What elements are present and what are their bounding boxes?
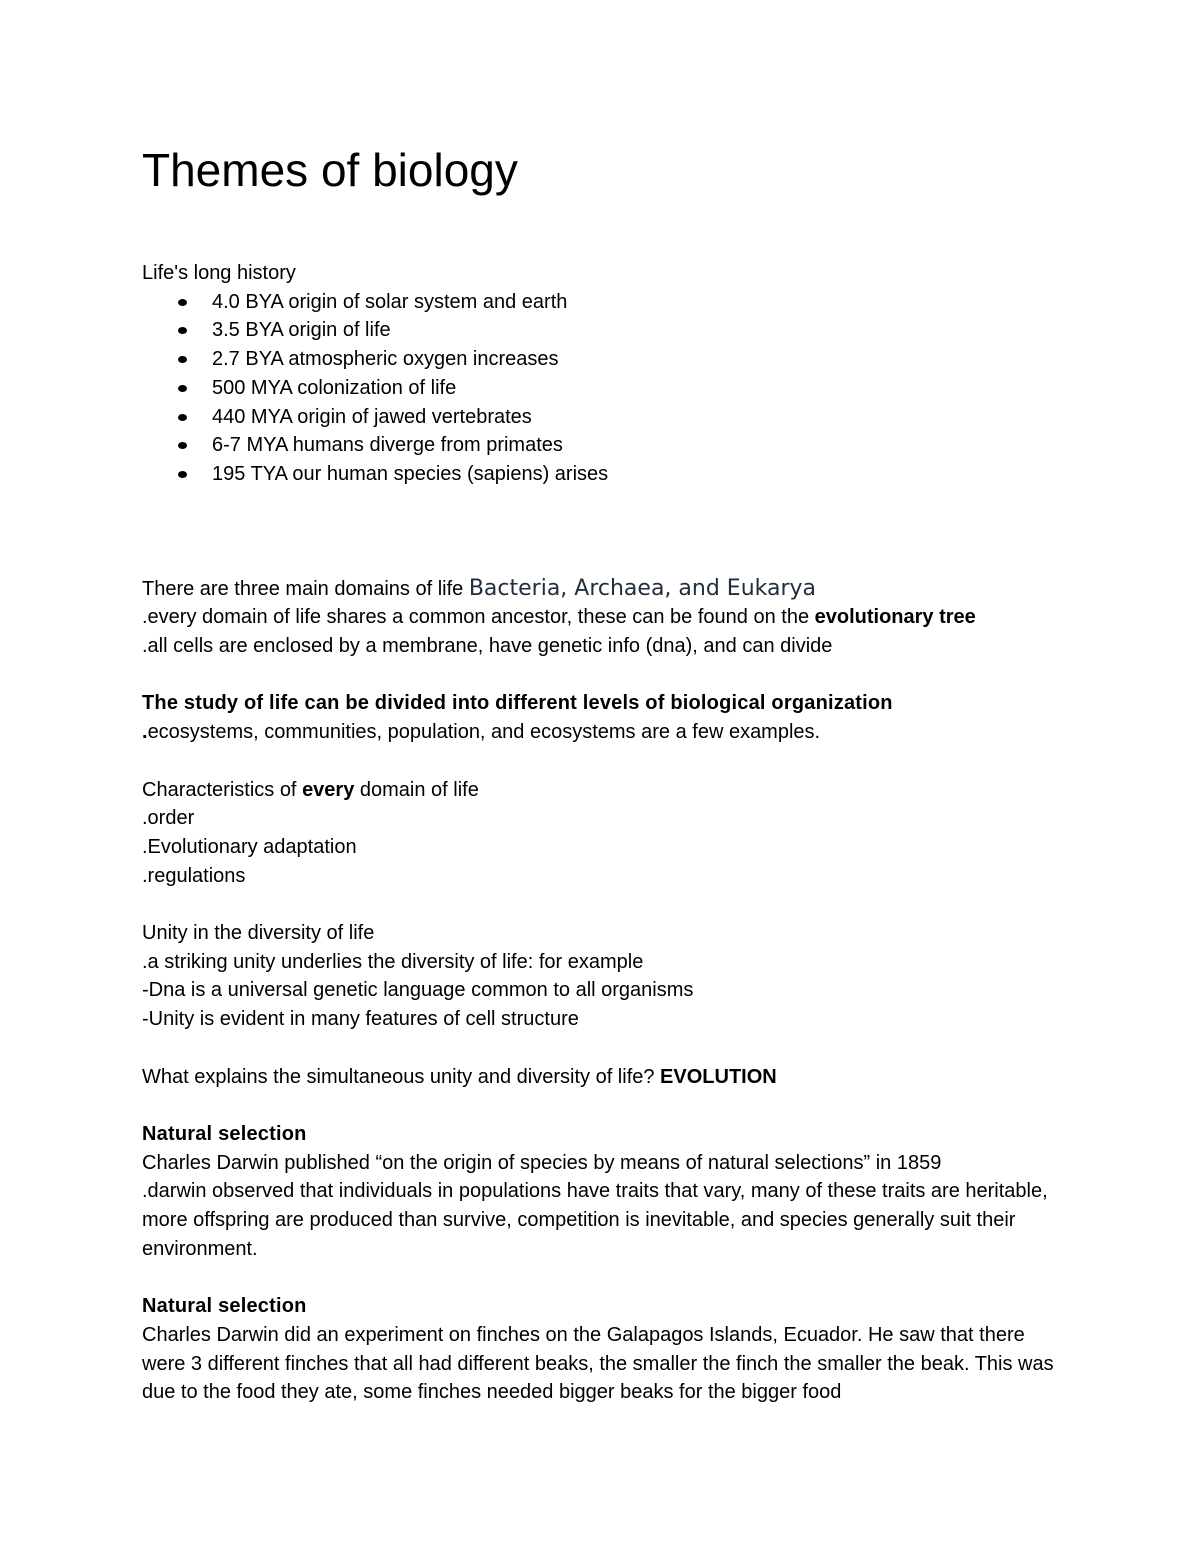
characteristic-item: .regulations xyxy=(142,864,246,887)
page-title: Themes of biology xyxy=(142,144,518,196)
darwin-observed-paragraph: .darwin observed that individuals in populations have traits that vary, many of these traits are heritable, more offspring are produced than survive, competition is inevitable, and species generally suit their environment. xyxy=(142,1180,1048,1260)
list-item: 4.0 BYA origin of solar system and earth xyxy=(142,288,1062,317)
history-list xyxy=(142,288,1062,489)
history-heading: Life's long history xyxy=(142,262,296,284)
organization-text: .ecosystems, communities, population, and ecosystems are a few examples. xyxy=(142,721,821,744)
finches-paragraph: Charles Darwin did an experiment on finches on the Galapagos Islands, Ecuador. He saw that there were 3 different finches that all had different beaks, the smaller the finch the smaller the beak. This was due to the food they ate, some finches needed bigger beaks for the bigger food xyxy=(142,1323,1054,1404)
domains-intro: There are three main domains of life Bacteria, Archaea, and Eukarya xyxy=(142,575,817,601)
list-item: 2.7 BYA atmospheric oxygen increases xyxy=(142,345,1062,374)
bullet-icon xyxy=(178,442,187,449)
natural-selection-heading: Natural selection xyxy=(142,1122,307,1145)
domains-names: Bacteria, Archaea, and Eukarya xyxy=(468,575,817,601)
list-item: 6-7 MYA humans diverge from primates xyxy=(142,431,1062,460)
bullet-icon xyxy=(178,414,187,421)
evolutionary-tree-term: evolutionary tree xyxy=(814,606,976,629)
bullet-icon xyxy=(178,299,187,306)
characteristics-heading: Characteristics of every domain of life xyxy=(142,778,479,801)
list-item: 3.5 BYA origin of life xyxy=(142,316,1062,345)
bullet-icon xyxy=(178,385,187,392)
darwin-published-line: Charles Darwin published “on the origin of species by means of natural selections” in 1859 xyxy=(142,1151,942,1174)
list-item: 440 MYA origin of jawed vertebrates xyxy=(142,403,1062,432)
list-item: 195 TYA our human species (sapiens) arises xyxy=(142,460,1062,489)
unity-line: -Unity is evident in many features of cell structure xyxy=(142,1008,579,1031)
organization-heading: The study of life can be divided into different levels of biological organization xyxy=(142,692,893,715)
characteristic-item: .Evolutionary adaptation xyxy=(142,835,357,858)
domains-line-1: .every domain of life shares a common ancestor, these can be found on the evolutionary tree xyxy=(142,606,976,629)
unity-heading: Unity in the diversity of life xyxy=(142,922,375,945)
characteristic-item: .order xyxy=(142,807,195,830)
bullet-icon xyxy=(178,356,187,363)
bullet-icon xyxy=(178,471,187,478)
bullet-icon xyxy=(178,327,187,334)
natural-selection-heading: Natural selection xyxy=(142,1295,307,1318)
document-body xyxy=(142,259,1062,1407)
evolution-answer: EVOLUTION xyxy=(660,1065,777,1088)
evolution-question: What explains the simultaneous unity and diversity of life? EVOLUTION xyxy=(142,1065,777,1088)
list-item: 500 MYA colonization of life xyxy=(142,374,1062,403)
domains-line-2: .all cells are enclosed by a membrane, have genetic info (dna), and can divide xyxy=(142,635,833,658)
unity-line: .a striking unity underlies the diversity of life: for example xyxy=(142,950,644,973)
unity-line: -Dna is a universal genetic language common to all organisms xyxy=(142,979,694,1002)
